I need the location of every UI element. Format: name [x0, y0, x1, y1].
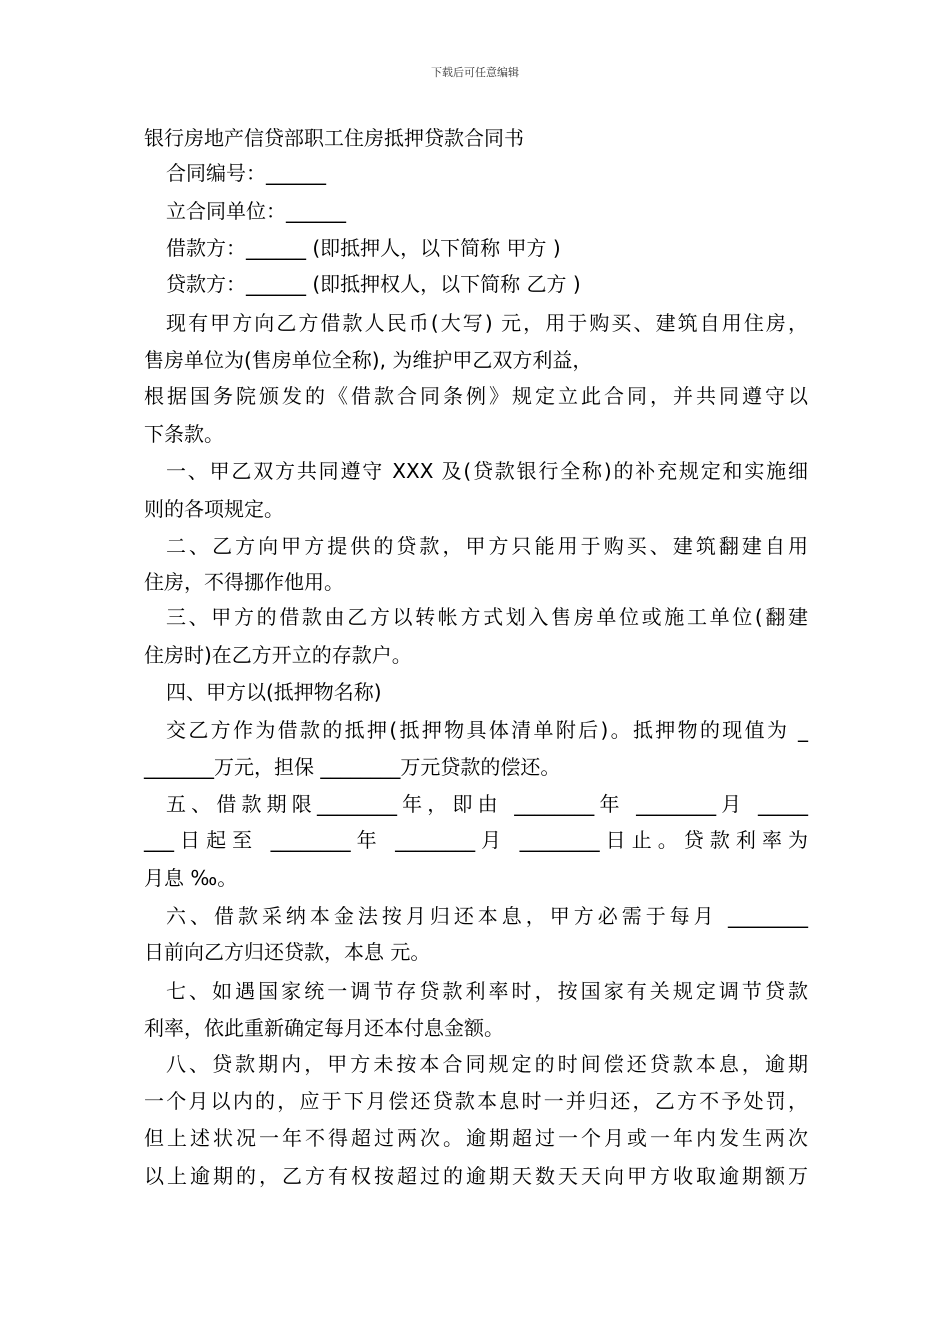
- clause-7-line: 利率，依此重新确定每月还本付息金额。: [144, 1016, 504, 1040]
- clause-4-line: 交乙方作为借款的抵押(抵押物具体清单附后)。抵押物的现值为 _: [166, 718, 808, 742]
- clause-5-line: 月息 ‰。: [144, 866, 238, 890]
- paragraph-line: 根据国务院颁发的《借款合同条例》规定立此合同，并共同遵守以: [144, 384, 808, 408]
- clause-8-line: 以上逾期的，乙方有权按超过的逾期天数天天向甲方收取逾期额万: [144, 1164, 808, 1188]
- clause-6-line: 日前向乙方归还贷款，本息 元。: [144, 940, 431, 964]
- clause-8-line: 一个月以内的，应于下月偿还贷款本息时一并归还，乙方不予处罚，: [144, 1089, 808, 1113]
- clause-1-line: 一、甲乙双方共同遵守 XXX 及(贷款银行全称)的补充规定和实施细: [166, 459, 808, 483]
- clause-8-line: 但上述状况一年不得超过两次。逾期超过一个月或一年内发生两次: [144, 1126, 808, 1150]
- borrower-line: 借款方：______ (即抵押人，以下简称 甲方 ): [166, 236, 561, 260]
- clause-3-line: 住房时)在乙方开立的存款户。: [144, 643, 412, 667]
- paragraph-line: 售房单位为(售房单位全称), 为维护甲乙双方利益，: [144, 348, 593, 372]
- header-note: 下载后可任意编辑: [431, 66, 519, 79]
- clause-2-line: 住房，不得挪作他用。: [144, 570, 344, 594]
- clause-4-line: _______万元，担保 ________万元贷款的偿还。: [144, 755, 561, 779]
- clause-3-line: 三、甲方的借款由乙方以转帐方式划入售房单位或施工单位(翻建: [166, 605, 808, 629]
- clause-6-line: 六、借款采纳本金法按月归还本息，甲方必需于每月 ________: [166, 904, 808, 928]
- paragraph-line: 下条款。: [144, 422, 224, 446]
- clause-5-line: 五、借款期限________年，即由 ________年 ________月 _____: [166, 792, 808, 816]
- clause-7-line: 七、如遇国家统一调节存贷款利率时，按国家有关规定调节贷款: [166, 979, 808, 1003]
- clause-1-line: 则的各项规定。: [144, 497, 284, 521]
- contracting-unit-line: 立合同单位：______: [166, 199, 346, 223]
- document-title: 银行房地产信贷部职工住房抵押贷款合同书: [144, 126, 524, 150]
- paragraph-line: 现有甲方向乙方借款人民币(大写) 元，用于购买、建筑自用住房，: [166, 311, 808, 335]
- clause-2-line: 二、乙方向甲方提供的贷款，甲方只能用于购买、建筑翻建自用: [166, 534, 808, 558]
- contract-number-line: 合同编号：______: [166, 161, 326, 185]
- clause-4-line: 四、甲方以(抵押物名称): [166, 680, 382, 704]
- lender-line: 贷款方：______ (即抵押权人，以下简称 乙方 ): [166, 272, 581, 296]
- clause-5-line: ___日起至 ________年 ________月 ________日止。贷款利率为: [144, 828, 808, 852]
- clause-8-line: 八、贷款期内，甲方未按本合同规定的时间偿还贷款本息，逾期: [166, 1052, 808, 1076]
